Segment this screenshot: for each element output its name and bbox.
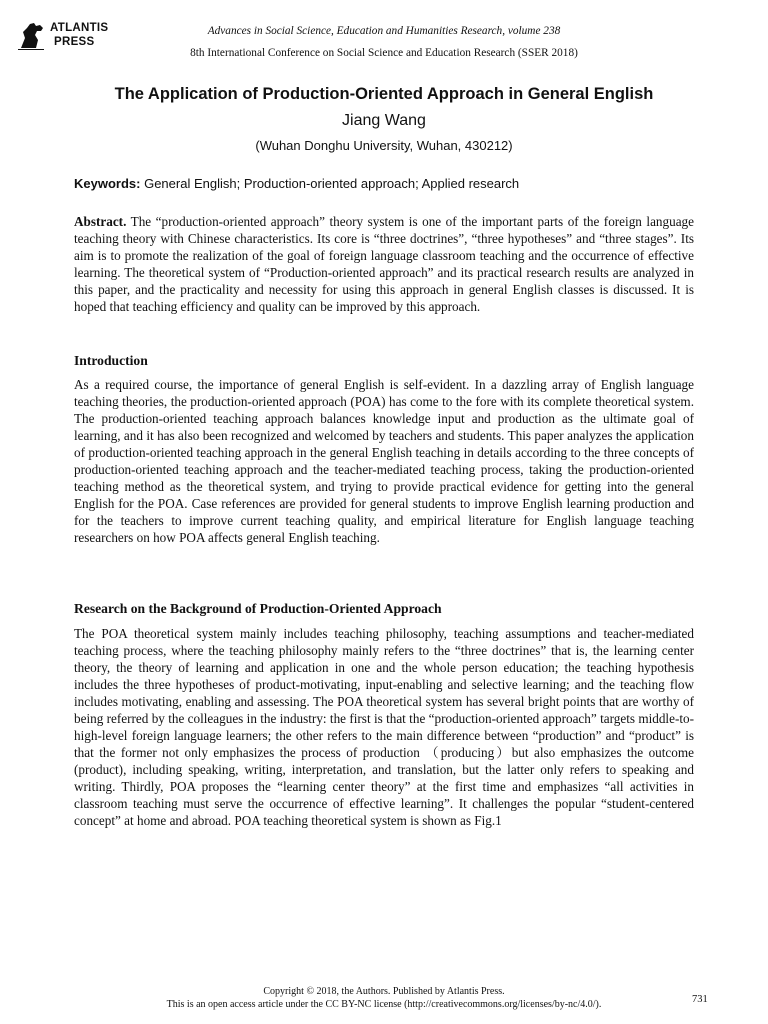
abstract-label: Abstract.: [74, 214, 127, 229]
author-affiliation: (Wuhan Donghu University, Wuhan, 430212): [255, 138, 513, 153]
keywords-label: Keywords:: [74, 176, 141, 191]
page-number: 731: [692, 994, 708, 1005]
section-body-background: The POA theoretical system mainly includes teaching philosophy, teaching assumptions and teacher-mediated teaching process, where the teaching philosophy mainly refers to the “three doctrines” that is, the learning center theory, the theory of learning and application in one and the whole person education; the teaching hypothesis includes the three hypotheses of product-motivating, input-enabling and selective learning; and the teaching flow includes motivating, enabling and assessing. The POA theoretical system has several bright points that are worthy of being referred by the colleagues in the industry: the first is that the “production-oriented approach” targets middle-to-high-level foreign language learners; the other refers to the main difference between “production” and “product” is that the former not only emphasizes the process of production （producing）but also emphasizes the outcome (product), including speaking, writing, interpretation, and translation, but the latter only refers to speaking and writing. Thirdly, POA proposes the “learning center theory” at the first time and emphasizes “all activities in classroom teaching must serve the occurrence of effective learning”. It challenges the popular “student-centered concept” at home and abroad. POA teaching theoretical system is shown as Fig.1: [74, 626, 694, 828]
license-line: This is an open access article under the CC BY-NC license (http://creativecommons.org/licenses/by-nc/4.0/).: [166, 999, 602, 1010]
abstract: [74, 213, 694, 315]
paper-title: The Application of Production-Oriented Approach in General English: [114, 85, 654, 103]
copyright-line: Copyright © 2018, the Authors. Published by Atlantis Press.: [263, 986, 505, 997]
keywords-text: General English; Production-oriented approach; Applied research: [144, 176, 520, 191]
section-body-introduction: As a required course, the importance of general English is self-evident. In a dazzling array of English language teaching theories, the production-oriented approach (POA) has come to the fore with its complete theoretical system. The production-oriented teaching approach balances knowledge input and production as the ultimate goal of learning, and it has also been recognized and welcomed by teachers and students. This paper analyzes the application of production-oriented teaching approach in the general English teaching in details according to the three concepts of production-oriented teaching approach and the teacher-mediated teaching process, taking the production-oriented teaching method as the theoretical system, and trying to provide practical evidence for getting into the general English for the POA. Case references are provided for general students to improve English learning production and for the teachers to improve current teaching quality, and empirical literature for English language teaching researchers on how POA affects general English teaching.: [74, 377, 694, 545]
journal-name: Advances in Social Science, Education and Humanities Research, volume 238: [207, 25, 561, 37]
logo-line2: PRESS: [54, 36, 95, 48]
logo-line1: ATLANTIS: [50, 22, 109, 34]
abstract-text: The “production-oriented approach” theory system is one of the important parts of the foreign language teaching theory with Chinese characteristics. Its core is “three doctrines”, “three hypotheses” and “three stages”. Its aim is to promote the realization of the goal of foreign language classroom teaching and the occurrence of effective learning. The theoretical system of “Production-oriented approach” and its practical research results are analyzed in this paper, and the practicality and necessity for using this approach in general English classes is discussed. It is hoped that teaching efficiency and quality can be improved by this approach.: [74, 214, 694, 314]
keywords: [74, 176, 519, 191]
section-heading-introduction: Introduction: [74, 353, 148, 368]
section-heading-background: Research on the Background of Production-Oriented Approach: [74, 601, 442, 616]
author-name: Jiang Wang: [342, 112, 426, 129]
conference-name: 8th International Conference on Social Science and Education Research (SSER 2018): [190, 47, 578, 59]
copyright-notice: [0, 985, 768, 1011]
